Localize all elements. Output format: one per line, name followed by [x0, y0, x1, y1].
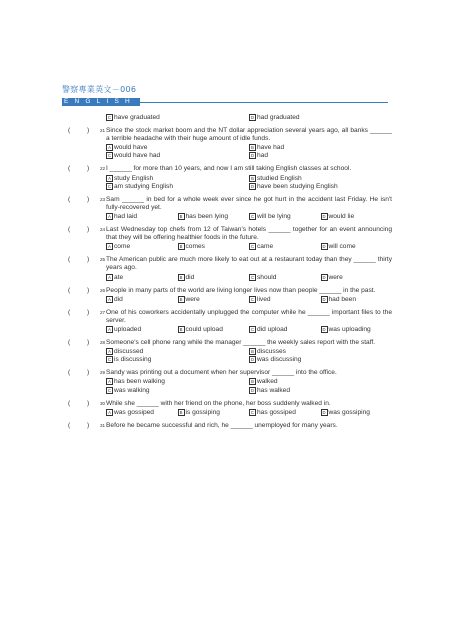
option-text: lived	[257, 295, 271, 303]
option-letter-b: B	[249, 378, 256, 385]
option-text: discusses	[257, 348, 286, 356]
question-stem: I ______ for more than 10 years, and now I am still taking English classes at school.	[106, 165, 352, 173]
question-item: ( ) 23 Sam ______ in bed for a whole week ever since he got hurt in the accident last Friday. He isn't fully-recovered yet. A had laid B has been lying C will be lying D would lie	[68, 195, 392, 220]
header-rule	[140, 102, 388, 103]
option-b	[178, 326, 250, 334]
question-number: 27	[100, 309, 106, 315]
option-c	[249, 274, 321, 282]
option-letter-b: B	[178, 243, 185, 250]
question-number: 25	[100, 257, 106, 263]
question-stem: Last Wednesday top chefs from 12 of Taiwan's hotels ______ together for an event announcing that they will be offering healthier foods in the future.	[106, 226, 392, 242]
option-text: had	[257, 152, 269, 160]
option-letter-b: B	[249, 144, 256, 151]
option-d	[249, 114, 392, 122]
option-d	[321, 409, 393, 417]
option-b	[249, 348, 392, 356]
question-number: 26	[100, 287, 106, 293]
option-letter-c: C	[250, 274, 255, 280]
option-text: would have	[114, 144, 148, 152]
option-letter-a: A	[106, 296, 113, 303]
option-letter-a: A	[106, 213, 113, 220]
question-stem: People in many parts of the world are living longer lives now than people ______ in the past.	[106, 286, 376, 294]
question-number: 23	[100, 196, 106, 202]
option-a	[106, 378, 249, 386]
question-stem: Someone's cell phone rang while the manager ______ the weekly sales report with the staff.	[106, 339, 376, 347]
option-letter-d: D	[250, 357, 255, 363]
option-text: did upload	[257, 325, 288, 333]
option-c	[106, 387, 249, 395]
question-item: ( ) 31 Before he became successful and rich, he ______ unemployed for many years.	[62, 422, 392, 430]
question-item: ( ) 22 I ______ for more than 10 years, and now I am still taking English classes at school. A study English B studied English C am studying English D have been studying English	[62, 165, 392, 190]
option-letter-d: D	[250, 183, 255, 189]
option-b	[249, 175, 392, 183]
option-d	[249, 183, 392, 191]
option-letter-a: A	[106, 243, 113, 250]
option-letter-d: D	[250, 387, 255, 393]
option-c	[249, 213, 321, 221]
question-list	[62, 114, 392, 435]
option-letter-b: B	[178, 296, 185, 303]
options	[106, 348, 392, 364]
option-a	[106, 144, 249, 152]
question-number: 21	[100, 128, 106, 134]
option-letter-b: B	[178, 274, 185, 281]
option-text: comes	[185, 243, 205, 251]
option-text: had been	[328, 295, 357, 303]
option-c	[249, 326, 321, 334]
question-number: 29	[100, 370, 106, 376]
option-text: have had	[257, 144, 285, 152]
option-a	[106, 243, 178, 251]
option-text: had laid	[114, 212, 138, 220]
previous-question-options	[62, 114, 392, 122]
option-letter-d: D	[322, 409, 326, 415]
option-letter-c: C	[107, 183, 112, 189]
question-stem: One of his coworkers accidentally unplugged the computer while he ______ important files to the server.	[106, 308, 392, 324]
question-number: 22	[100, 166, 106, 172]
option-letter-c: C	[250, 409, 255, 415]
option-d	[321, 274, 393, 282]
option-b	[249, 378, 392, 386]
options	[106, 326, 392, 334]
english-band: ENGLISH	[62, 98, 140, 106]
options	[106, 409, 392, 417]
option-b	[178, 409, 250, 417]
question-item: ( ) 29 Sandy was printing out a document when her supervisor ______ into the office. A has been walking B walked C was walking D has walked	[62, 369, 392, 394]
option-text: did	[114, 295, 123, 303]
option-letter-b: B	[249, 348, 256, 355]
question-item: ( ) 21 Since the stock market boom and the NT dollar appreciation several years ago, all banks ______ a terrible headache with their huge amount of idle funds. A would have B have had C would have had D had	[68, 127, 392, 160]
question-item: ( ) 30 While she ______ with her friend on the phone, her boss suddenly walked in. A was gossiped B is gossiping C has gossiped D was gossiping	[62, 400, 392, 417]
option-b	[178, 274, 250, 282]
option-letter-b: B	[178, 213, 185, 220]
option-letter-a: A	[106, 378, 113, 385]
option-letter-d: D	[322, 274, 326, 280]
options	[106, 378, 392, 394]
question-stem: Before he became successful and rich, he ______ unemployed for many years.	[106, 421, 338, 429]
option-text: am studying English	[114, 182, 174, 190]
option-letter-d: D	[250, 153, 255, 159]
question-item: ( ) 27 One of his coworkers accidentally unplugged the computer while he ______ important files to the server. A uploaded B could upload C did upload D was uploading	[68, 308, 392, 333]
option-text: has been lying	[185, 212, 229, 220]
option-a	[106, 348, 249, 356]
option-b	[249, 144, 392, 152]
option-c	[106, 152, 249, 160]
options	[106, 243, 392, 251]
question-item: ( ) 26 People in many parts of the world are living longer lives now than people ______ in the past. A did B were C lived D had been	[62, 287, 392, 304]
option-b	[178, 243, 250, 251]
option-text: could upload	[185, 325, 223, 333]
option-text: would have had	[114, 152, 161, 160]
option-text: study English	[114, 174, 154, 182]
option-letter-a: A	[106, 348, 113, 355]
option-text: walked	[257, 378, 278, 386]
option-letter-c: C	[250, 244, 255, 250]
option-letter-d: D	[322, 296, 326, 302]
option-text: has been walking	[114, 378, 165, 386]
option-text: uploaded	[114, 325, 142, 333]
option-text: were	[185, 295, 200, 303]
question-number: 28	[100, 340, 106, 346]
option-letter-d: D	[322, 326, 326, 332]
option-letter-d: D	[250, 115, 255, 120]
options	[106, 296, 392, 304]
option-letter-a: A	[106, 409, 113, 416]
option-text: is gossiping	[185, 408, 220, 416]
option-text: discussed	[114, 348, 144, 356]
option-text: have been studying English	[257, 182, 338, 190]
option-letter-b: B	[249, 175, 256, 182]
option-text: was walking	[114, 386, 150, 394]
option-letter-d: D	[322, 244, 326, 250]
option-text: come	[114, 243, 131, 251]
option-d	[321, 326, 393, 334]
option-letter-a: A	[106, 326, 113, 333]
option-a	[106, 326, 178, 334]
option-a	[106, 175, 249, 183]
option-text: should	[257, 273, 277, 281]
page-header-title: 警察專業英文－006	[62, 85, 137, 94]
option-c	[106, 356, 249, 364]
option-a	[106, 274, 178, 282]
option-letter-c: C	[250, 213, 255, 219]
option-letter-a: A	[106, 144, 113, 151]
option-text: did	[185, 273, 195, 281]
option-letter-c: C	[250, 296, 255, 302]
question-stem: Sam ______ in bed for a whole week ever since he got hurt in the accident last Friday. He isn't fully-recovered yet.	[106, 195, 392, 211]
option-c	[249, 243, 321, 251]
options	[106, 175, 392, 191]
option-d	[249, 387, 392, 395]
option-text: will come	[328, 243, 356, 251]
option-d	[321, 243, 393, 251]
question-stem: Sandy was printing out a document when her supervisor ______ into the office.	[106, 369, 337, 377]
option-letter-c: C	[107, 387, 112, 393]
question-number: 24	[100, 227, 106, 233]
option-text: would lie	[328, 212, 355, 220]
option-d	[249, 356, 392, 364]
option-text: was gossiped	[114, 408, 154, 416]
option-a	[106, 409, 178, 417]
option-text: came	[257, 243, 274, 251]
option-d	[321, 213, 393, 221]
option-letter-d: D	[322, 213, 326, 219]
question-number: 31	[100, 422, 106, 428]
option-letter-b: B	[178, 409, 185, 416]
option-text: ate	[114, 273, 124, 281]
option-letter-c: C	[107, 115, 112, 120]
option-text: studied English	[257, 174, 302, 182]
question-stem: While she ______ with her friend on the phone, her boss suddenly walked in.	[106, 399, 331, 407]
option-b	[178, 296, 250, 304]
option-text: is discussing	[114, 356, 152, 364]
option-text: have graduated	[114, 114, 160, 121]
option-a	[106, 296, 178, 304]
option-d	[321, 296, 393, 304]
option-text: had graduated	[257, 114, 300, 121]
options	[106, 274, 392, 282]
question-item: ( ) 28 Someone's cell phone rang while the manager ______ the weekly sales report with the staff. A discussed B discusses C is discussing D was discussing	[62, 339, 392, 364]
option-text: were	[328, 273, 343, 281]
option-text: was discussing	[257, 356, 302, 364]
options	[106, 144, 392, 160]
option-letter-c: C	[107, 153, 112, 159]
question-number: 30	[100, 400, 106, 406]
option-text: was uploading	[328, 325, 371, 333]
option-text: has gossiped	[257, 408, 296, 416]
option-d	[249, 152, 392, 160]
question-item: ( ) 24 Last Wednesday top chefs from 12 of Taiwan's hotels ______ together for an event announcing that they will be offering healthier foods in the future. A come B comes C came D will come	[68, 226, 392, 251]
options	[106, 213, 392, 221]
option-letter-b: B	[178, 326, 185, 333]
option-text: has walked	[257, 386, 290, 394]
option-letter-a: A	[106, 175, 113, 182]
question-item: ( ) 25 The American public are much more likely to eat out at a restaurant today than they ______ thirty years ago. A ate B did C should D were	[68, 256, 392, 281]
option-letter-c: C	[107, 357, 112, 363]
question-stem: Since the stock market boom and the NT dollar appreciation several years ago, all banks ______ a terrible headache with their huge amount of idle funds.	[106, 127, 392, 143]
option-c	[106, 183, 249, 191]
option-b	[178, 213, 250, 221]
question-stem: The American public are much more likely to eat out at a restaurant today than they ______ thirty years ago.	[106, 256, 392, 272]
option-c	[106, 114, 249, 122]
option-text: was gossiping	[328, 408, 370, 416]
option-letter-c: C	[250, 326, 255, 332]
option-c	[249, 409, 321, 417]
option-letter-a: A	[106, 274, 113, 281]
option-a	[106, 213, 178, 221]
option-c	[249, 296, 321, 304]
option-text: will be lying	[257, 212, 291, 220]
